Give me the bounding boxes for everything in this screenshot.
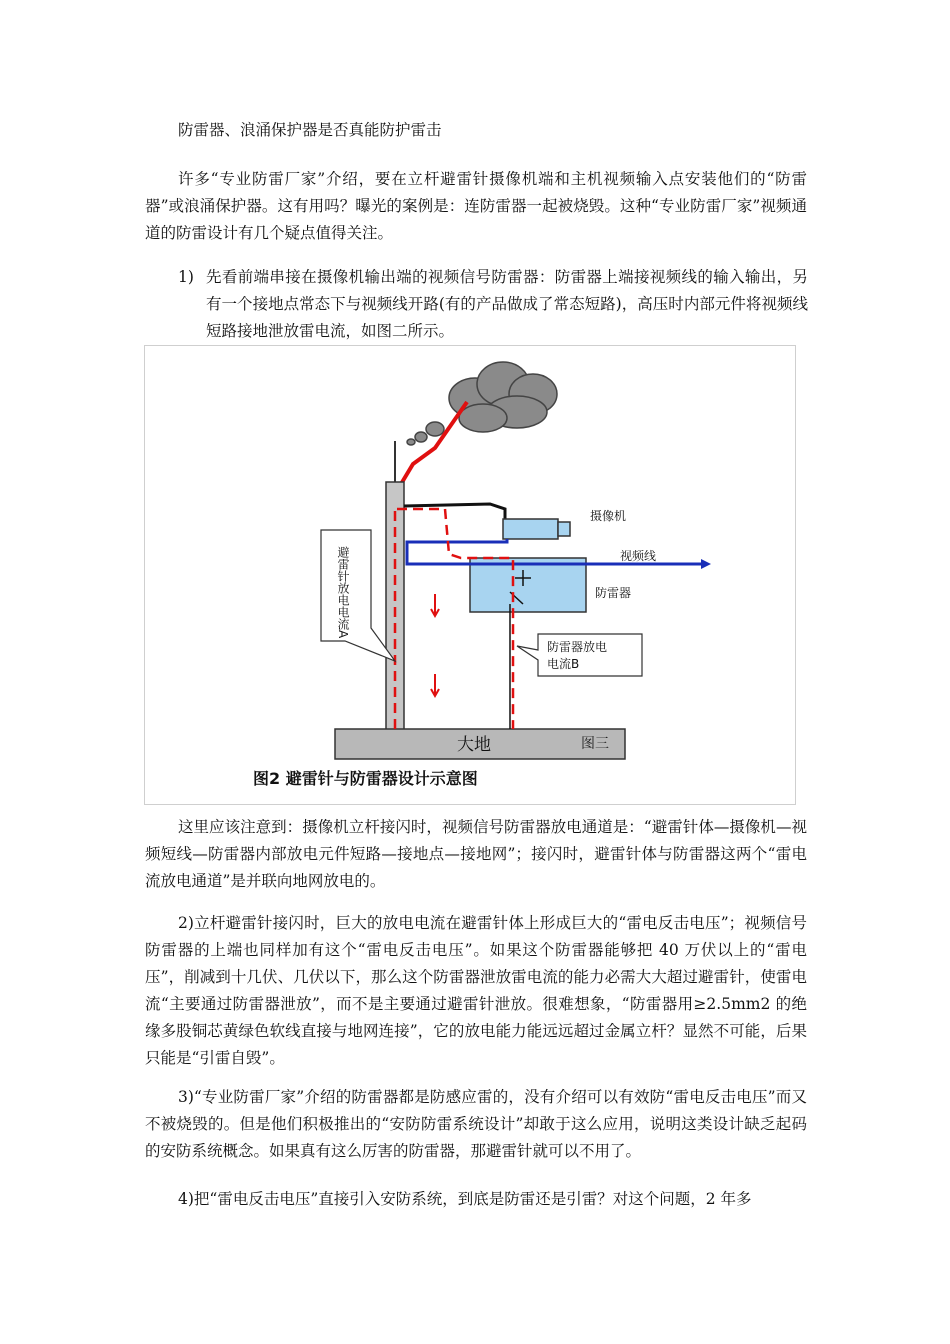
lightning-protector-diagram [144,345,796,805]
list-item-number: 1) [178,268,194,286]
protector-label: 防雷器 [595,586,632,600]
cloud-icon [407,362,557,445]
protector-current-label-1: 防雷器放电 [547,640,608,654]
figure-caption: 图2 避雷针与防雷器设计示意图 [253,769,478,788]
video-line-label: 视频线 [620,549,657,563]
document-title: 防雷器、浪涌保护器是否真能防护雷击 [178,121,442,139]
surge-protector-box [470,558,586,612]
paragraph-3: 3)“专业防雷厂家”介绍的防雷器都是防感应雷的，没有介绍可以有效防“雷电反击电压”而又不被烧毁的。但是他们积极推出的“安防防雷系统设计”却敢于这么应用，说明这类设计缺乏起码的安防系统概念。如果真有这么厉害的防雷器，那避雷针就可以不用了。 [145,1088,807,1160]
camera-body [503,519,558,539]
rod-current-label: 避雷针放电电流A [336,546,350,639]
paragraph-2: 2)立杆避雷针接闪时，巨大的放电电流在避雷针体上形成巨大的“雷电反击电压”；视频信号防雷器的上端也同样加有这个“雷电反击电压”。如果这个防雷器能够把 40 万伏以上的“雷电压”，削减到十几伏、几伏以下，那么这个防雷器泄放雷电流的能力必需大大超过避雷针，使雷电流“主要通过防雷器泄放”，而不是主要通过避雷针泄放。很难想象，“防雷器用≥2.5mm2 的绝缘多股铜芯黄绿色软线直接与地网连接”，它的放电能力能远远超过金属立杆？显然不可能，后果只能是“引雷自毁”。 [145,914,807,1067]
paragraph-4: 4)把“雷电反击电压”直接引入安防系统，到底是防雷还是引雷？对这个问题，2 年多 [178,1190,752,1208]
current-arrows [431,594,439,696]
list-item-1 [178,264,808,345]
protector-current-label-2: 电流B [547,657,580,671]
intro-paragraph: 许多“专业防雷厂家”介绍，要在立杆避雷针摄像机端和主机视频输入点安装他们的“防雷器”或浪涌保护器。这有用吗？曝光的案例是：连防雷器一起被烧毁。这种“专业防雷厂家”视频通道的防雷设计有几个疑点值得关注。 [145,170,807,242]
list-item-text: 先看前端串接在摄像机输出端的视频信号防雷器：防雷器上端接视频线的输入输出，另有一个接地点常态下与视频线开路(有的产品做成了常态短路)，高压时内部元件将视频线短路接地泄放雷电流，如图二所示。 [206,268,808,340]
figure-number-label: 图三 [581,736,609,752]
note-paragraph: 这里应该注意到：摄像机立杆接闪时，视频信号防雷器放电通道是：“避雷针体—摄像机—视频短线—防雷器内部放电元件短路—接地点—接地网”；接闪时，避雷针体与防雷器这两个“雷电流放电通道”是并联向地网放电的。 [145,818,807,890]
ground-label: 大地 [457,735,491,755]
camera-label: 摄像机 [590,509,627,523]
